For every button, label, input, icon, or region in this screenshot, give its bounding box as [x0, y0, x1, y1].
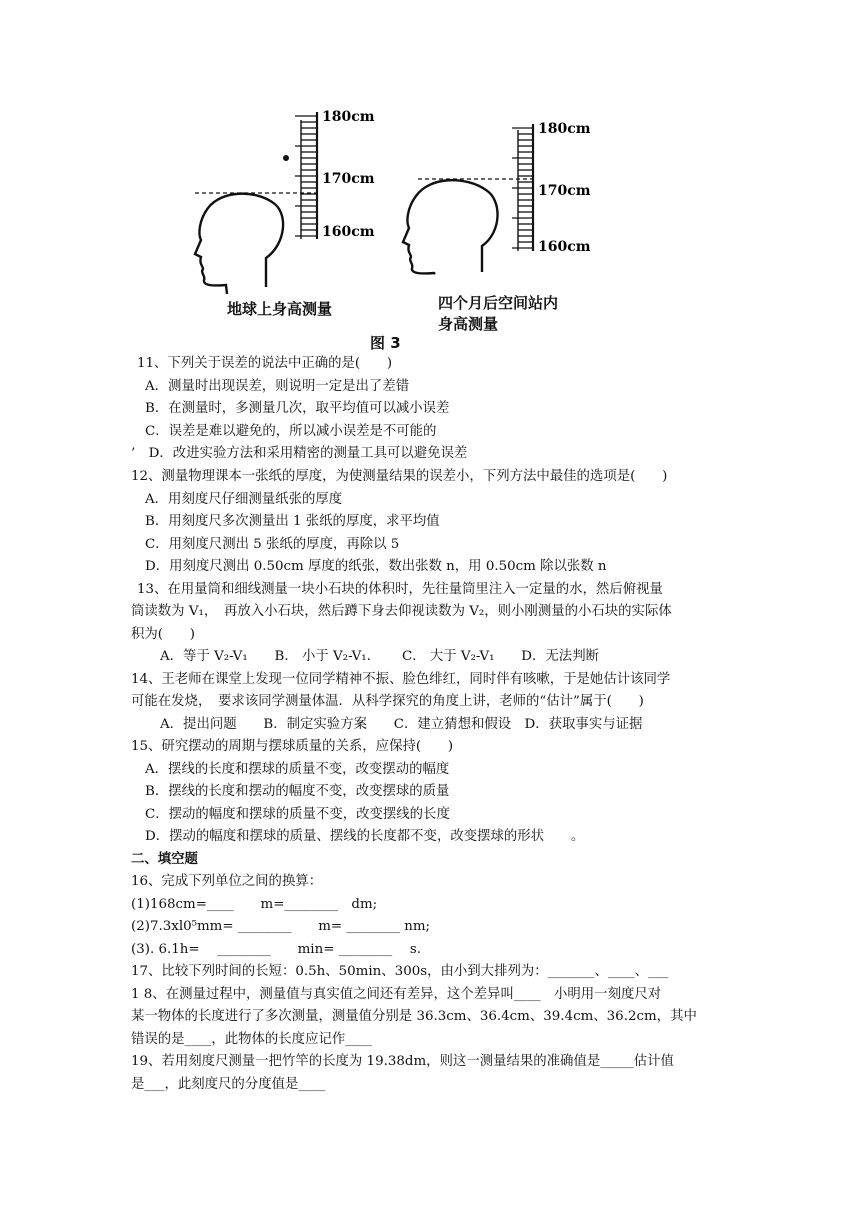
question-11-option-c: C．误差是难以避免的，所以减小误差是不可能的 — [145, 424, 437, 439]
question-12-option-b: B．用刻度尺多次测量出 1 张纸的厚度，求平均值 — [145, 514, 440, 529]
question-12-option-d: D．用刻度尺测出 0.50cm 厚度的纸张，数出张数 n，用 0.50cm 除以张数 n — [145, 559, 607, 574]
question-19-line-2: 是___，此刻度尺的分度值是____ — [131, 1077, 326, 1092]
question-15-option-b: B．摆线的长度和摆动的幅度不变，改变摆球的质量 — [145, 784, 450, 799]
question-17: 17、比较下列时间的长短：0.5h、50min、300s，由小到大排列为：_______、____、___ — [131, 964, 669, 979]
question-11-option-a: A．测量时出现误差，则说明一定是出了差错 — [145, 379, 410, 394]
left-head-outline — [195, 194, 283, 294]
question-11-option-d: ’ D．改进实验方法和采用精密的测量工具可以避免误差 — [131, 446, 468, 461]
left-ruler-label-180: 180cm — [322, 109, 375, 125]
question-16-part-2: (2)7.3xl0⁵mm= ________ m= ________ nm; — [131, 919, 431, 934]
question-12-option-c: C．用刻度尺测出 5 张纸的厚度，再除以 5 — [145, 537, 400, 552]
figure-label: 图 3 — [370, 334, 401, 352]
left-ruler-label-170: 170cm — [322, 171, 375, 187]
right-ruler — [512, 124, 533, 251]
question-12: 12、测量物理课本一张纸的厚度，为使测量结果的误差小，下列方法中最佳的选项是( ) — [131, 469, 668, 484]
caption-space-station-2: 身高测量 — [438, 315, 499, 333]
right-head-outline — [403, 180, 498, 274]
question-16-part-3: (3). 6.1h= ________ min= ________ s. — [131, 942, 422, 957]
question-13-line-2: 筒读数为 V₁， 再放入小石块，然后蹲下身去仰视读数为 V₂，则小刚测量的小石块的实际体 — [131, 604, 672, 619]
question-14-options: A．提出问题 B．制定实验方案 C．建立猜想和假设 D．获取事实与证据 — [160, 717, 643, 732]
question-13-line-3: 积为( ) — [131, 627, 196, 642]
question-14: 14、王老师在课堂上发现一位同学精神不振、脸色绯红，同时伴有咳嗽，于是她估计该同学 — [131, 672, 671, 687]
left-ruler — [295, 112, 317, 239]
right-ruler-label-170: 170cm — [538, 183, 591, 199]
caption-earth-measurement: 地球上身高测量 — [227, 300, 333, 318]
right-ruler-label-160: 160cm — [538, 239, 591, 255]
question-19: 19、若用刻度尺测量一把竹竿的长度为 19.38dm，则这一测量结果的准确值是_____估计值 — [131, 1054, 674, 1069]
right-ruler-label-180: 180cm — [538, 121, 591, 137]
question-11: 11、下列关于误差的说法中正确的是( ) — [137, 356, 393, 371]
question-11-option-b: B．在测量时，多测量几次，取平均值可以减小误差 — [145, 401, 450, 416]
caption-space-station-1: 四个月后空间站内 — [438, 294, 559, 312]
left-ruler-label-160: 160cm — [322, 224, 375, 240]
question-15-option-d: D．摆动的幅度和摆球的质量、摆线的长度都不变，改变摆球的形状 。 — [145, 829, 585, 844]
question-13: 13、在用量筒和细线测量一块小石块的体积时，先往量筒里注入一定量的水，然后俯视量 — [137, 582, 663, 597]
question-12-option-a: A．用刻度尺仔细测量纸张的厚度 — [145, 492, 343, 507]
question-14-line-2: 可能在发烧， 要求该同学测量体温．从科学探究的角度上讲，老师的“估计”属于( ) — [131, 694, 644, 709]
question-15-option-a: A．摆线的长度和摆球的质量不变，改变摆动的幅度 — [145, 762, 450, 777]
question-18-line-2: 某一物体的长度进行了多次测量，测量值分别是 36.3cm、36.4cm、39.4cm、36.2cm，其中 — [131, 1009, 697, 1024]
question-18: 1 8、在测量过程中，测量值与真实值之间还有差异，这个差异叫____ 小明用一刻度尺对 — [131, 987, 662, 1002]
question-16-part-1: (1)168cm=____ m=________ dm; — [131, 897, 378, 912]
question-15: 15、研究摆动的周期与摆球质量的关系，应保持( ) — [131, 739, 454, 754]
dot-marker — [283, 155, 289, 161]
question-15-option-c: C．摆动的幅度和摆球的质量不变，改变摆线的长度 — [145, 807, 450, 822]
question-16: 16、完成下列单位之间的换算： — [131, 874, 323, 889]
question-13-options: A．等于 V₂-V₁ B． 小于 V₂-V₁. C． 大于 V₂-V₁ D．无法判断 — [160, 649, 599, 664]
section-fill-in-blank: 二、填空题 — [131, 852, 198, 867]
question-18-line-3: 错误的是____，此物体的长度应记作____ — [131, 1032, 373, 1047]
